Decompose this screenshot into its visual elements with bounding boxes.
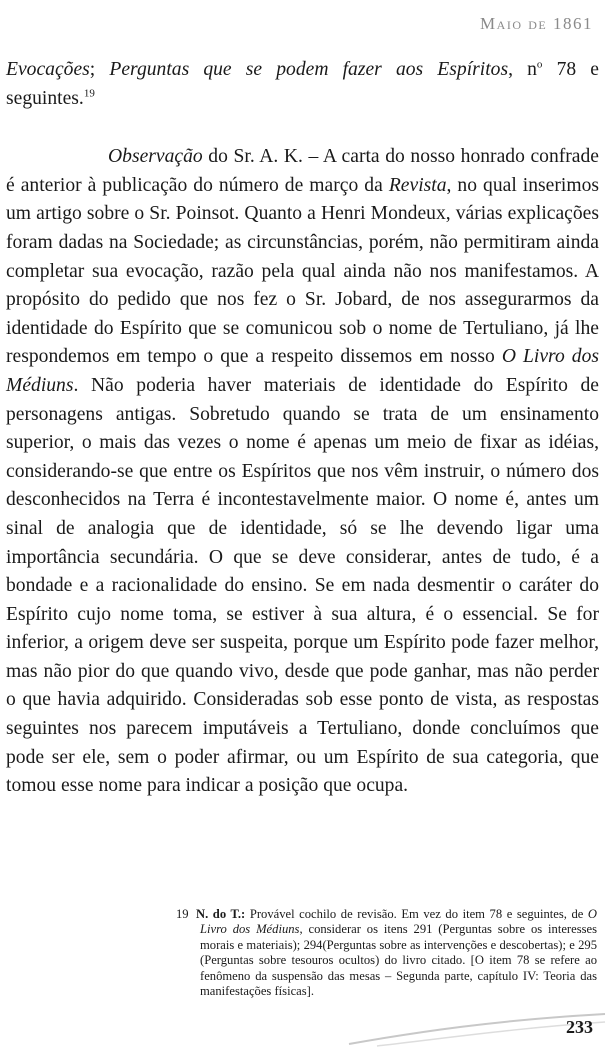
text-run: Provável cochilo de revisão. Em vez do item 78 e seguintes, de — [245, 907, 588, 921]
page-number: 233 — [566, 1017, 593, 1037]
text-run: . Não poderia haver materiais de identidade do Espírito de personagens antigas. Sobretudo quando se trata de um ensinamento superior, o mais das vezes o nome é apenas um meio de fixar as idéias, considerando-se que entre os Espíritos que nos vêm instruir, o número dos desconhecidos na Terra é incontestavelmente maior. O nome é, antes um sinal de analogia que de identidade, só se lhe devendo ligar uma importância secundária. O que se deve considerar, antes de tudo, é a bondade e a racionalidade do ensino. Se em nada desmentir o caráter do Espírito cujo nome toma, se estiver à sua altura, é o essencial. Se for inferior, a origem deve ser suspeita, porque um Espírito pode fazer melhor, mas não pior do que quando vivo, desde que pode ganhar, mas não perder o que havia adquirido. Consideradas sob esse ponto de vista, as respostas seguintes nos parecem imputáveis a Tertuliano, donde concluímos que pode ser ele, sem o poder afirmar, ou um Espírito de sua categoria, que tomou esse nome para indicar a posição que ocupa. — [6, 374, 599, 797]
main-text — [6, 56, 599, 801]
text-run: , considerar os itens 291 (Perguntas sobre os interesses morais e materiais); 294(Perguntas sobre as intervenções e descobertas); e 295 (Perguntas sobre tesouros ocultos) do livro citado. [O item 78 se refere ao fenômeno da suspensão das mesas – Segunda parte, capítulo IV: Teoria das manifestações físicas]. — [200, 922, 597, 999]
footnote-number: 19 — [176, 907, 189, 921]
text-run: , no qual inserimos um artigo sobre o Sr. Poinsot. Quanto a Henri Mondeux, várias explicações foram dadas na Sociedade; as circunstâncias, porém, não permitiram ainda completar sua evocação, razão pela qual ainda não nos manifestamos. A propósito do pedido que nos fez o Sr. Jobard, de nos assegurarmos da identidade do Espírito que se comunicou sob o nome de Tertuliano, já lhe respondemos em tempo o que a respeito dissemos em nosso — [6, 174, 600, 368]
text-run: ; — [89, 59, 110, 80]
text-italic: O Livro dos Médiuns — [200, 907, 598, 937]
paragraph-observation — [6, 143, 599, 801]
text-italic: Observação — [108, 146, 203, 168]
paragraph-reference — [6, 56, 599, 113]
text-run: do Sr. A. K. – A carta do nosso honrado confrade é anterior à publicação do número de março da — [6, 146, 599, 196]
text-run: , n — [508, 59, 537, 80]
text-run: 78 e seguintes. — [6, 59, 599, 109]
footnote-label: N. do T.: — [196, 907, 246, 921]
text-italic: O Livro dos Médiuns — [6, 346, 600, 396]
superscript-o: o — [536, 58, 543, 71]
running-title: Maio de 1861 — [480, 14, 593, 33]
footnote-ref: 19 — [83, 87, 95, 100]
text-italic: Evocações — [6, 59, 90, 80]
text-italic: Revista — [388, 174, 447, 196]
footnote — [176, 907, 597, 999]
text-italic: Perguntas que se podem fazer aos Espíritos — [109, 59, 509, 80]
